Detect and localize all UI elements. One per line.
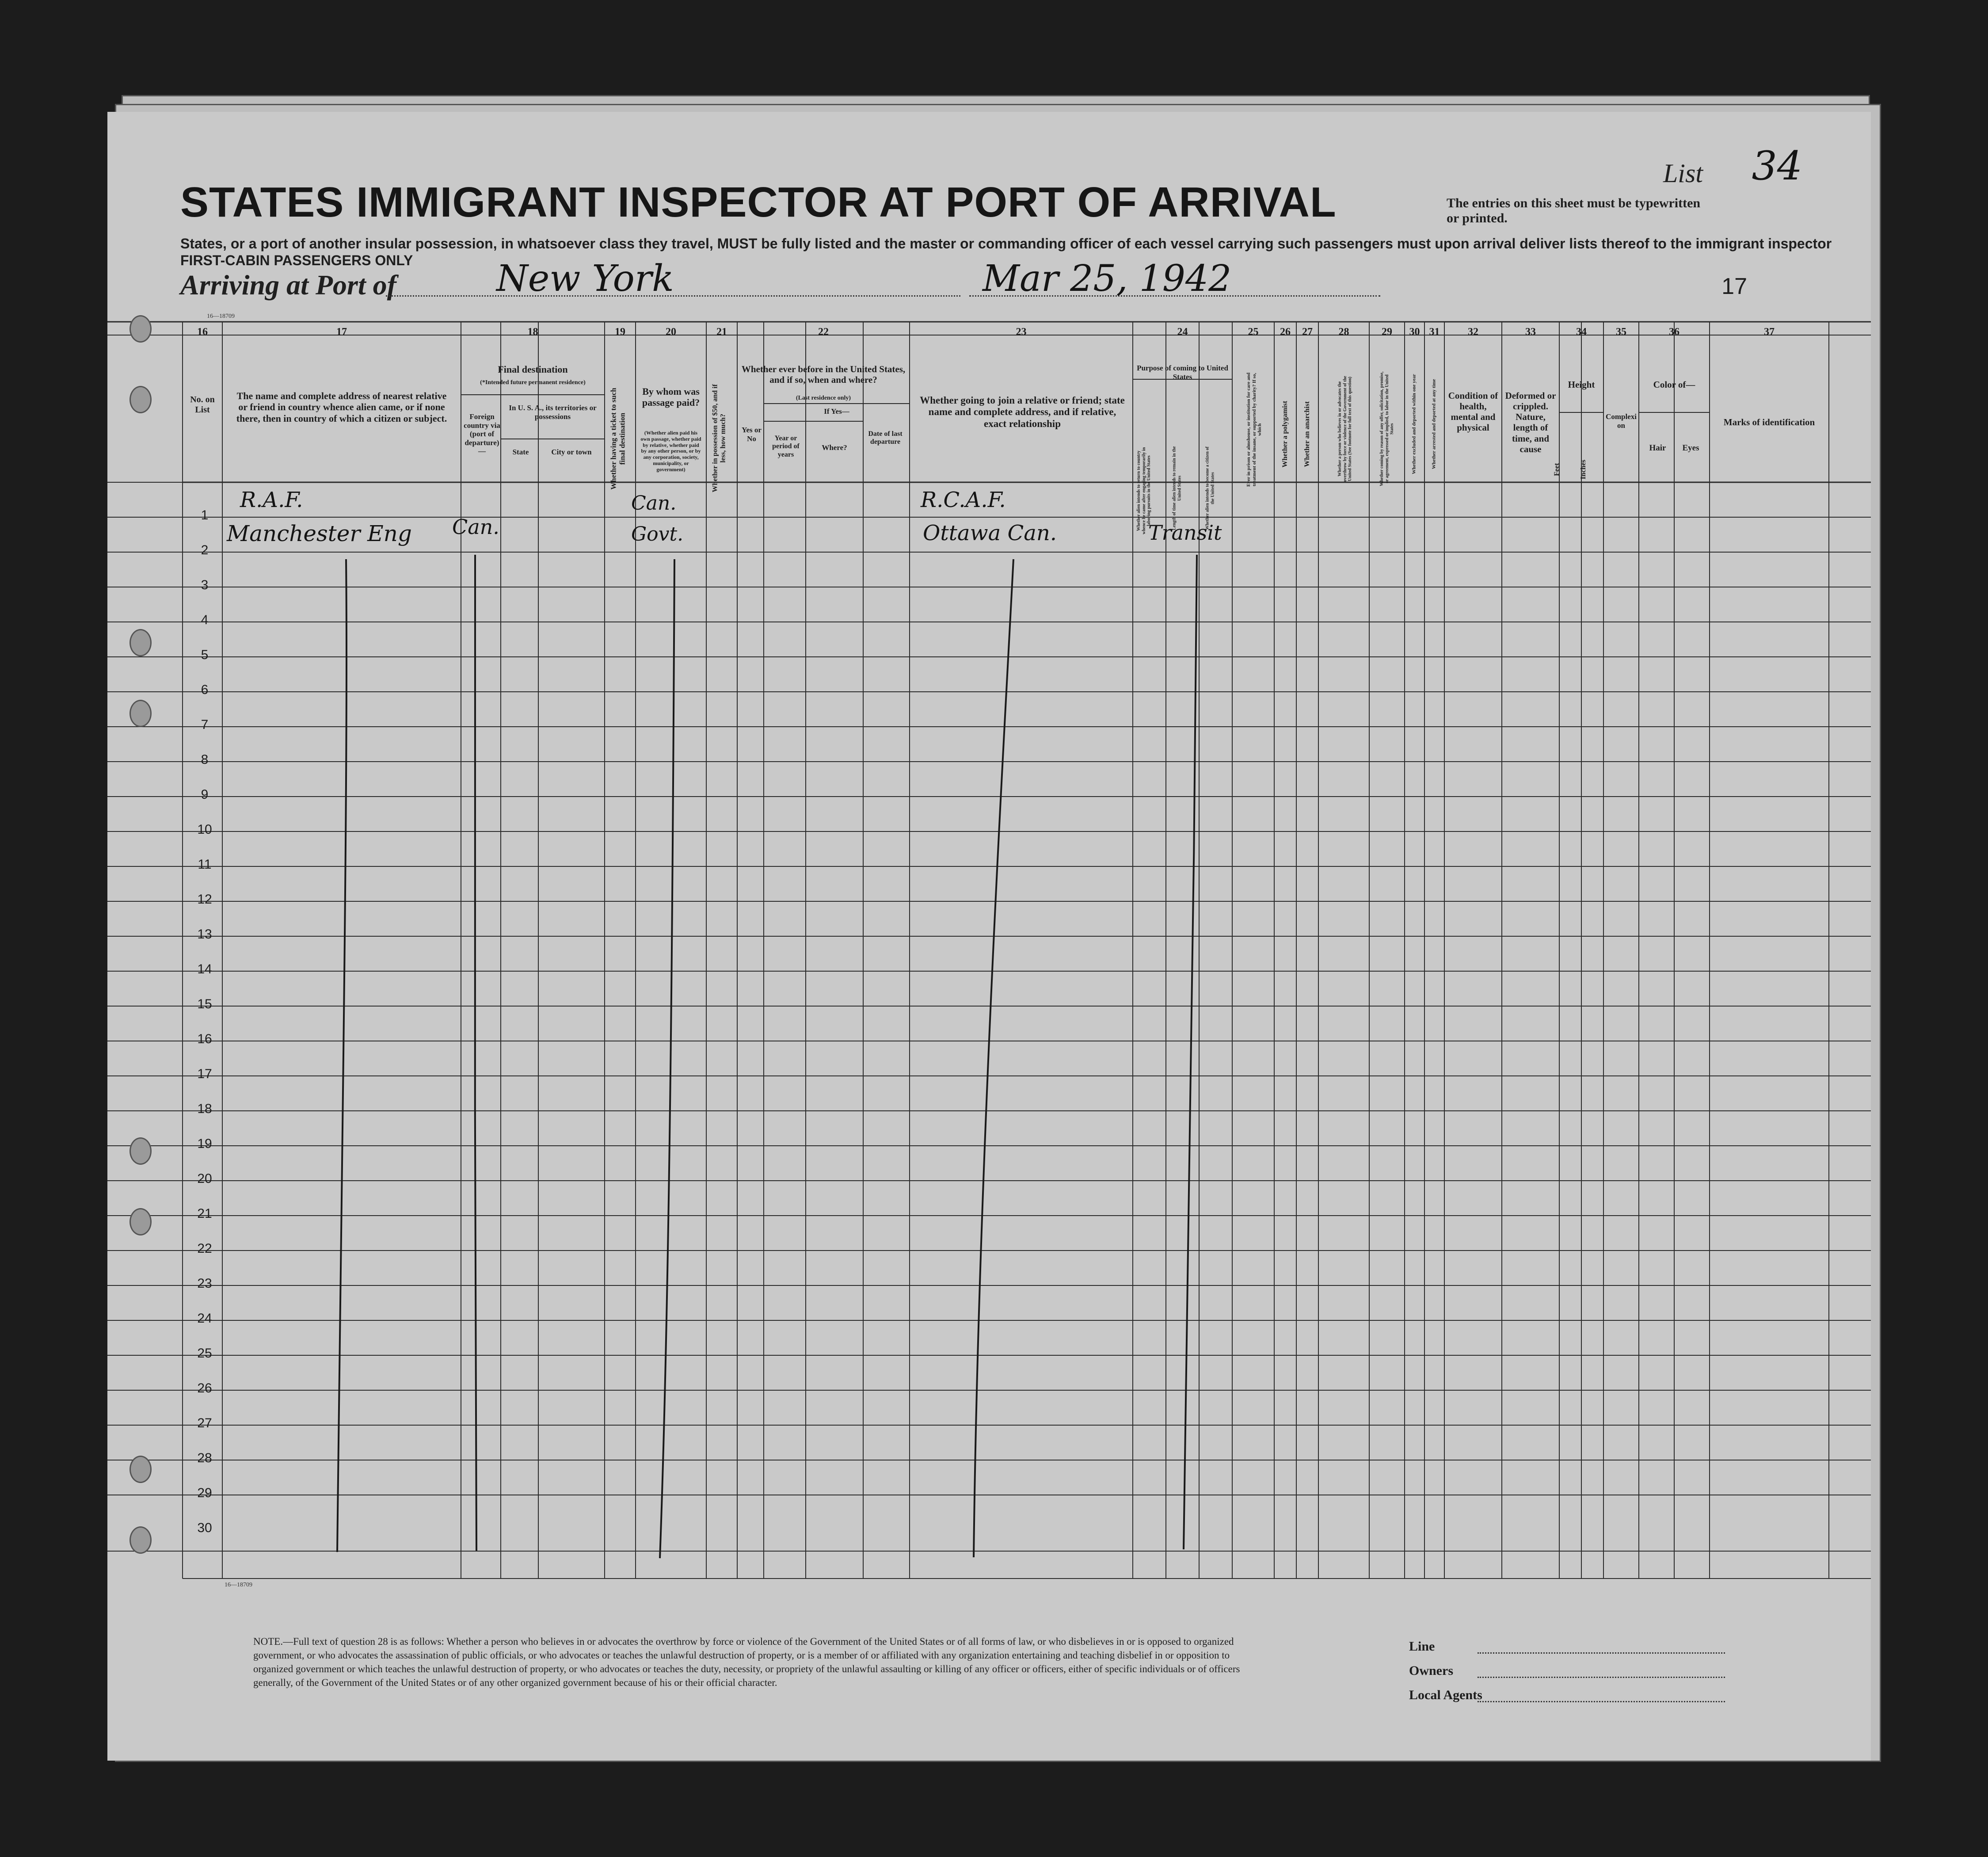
row-number: 17 [197,1067,212,1081]
col-header-if-yes: If Yes— [824,407,849,416]
list-number: 34 [1752,143,1802,189]
local-agents-label: Local Agents [1409,1688,1482,1702]
entry-relative-line1: R.A.F. [240,488,303,512]
col-num-31: 31 [1429,326,1440,338]
punch-hole [129,1456,152,1483]
row-number: 7 [201,717,209,732]
row-number: 1 [201,508,209,522]
col-num-22: 22 [818,326,829,338]
col-num-26: 26 [1280,326,1291,338]
row-number: 15 [197,997,212,1011]
col-header-ticket: Whether having a ticket to such final destination [609,388,626,490]
entry-passage-line2: Govt. [631,523,684,545]
agents-field [1478,1701,1725,1702]
col-header-anarchist: Whether an anarchist [1303,401,1311,467]
col-header-state: State [512,448,529,456]
col-header-overthrow: Whether a person who believes in or advocates the overthrow by force or violence of the Government of the United States (See footnote for full text of this question) [1337,376,1352,482]
col-num-27: 27 [1302,326,1313,338]
col-num-18: 18 [527,326,538,338]
col-num-35: 35 [1616,326,1626,338]
punch-hole [129,1137,152,1165]
punch-hole [129,1526,152,1554]
row-number: 21 [197,1206,212,1221]
col-header-fifty-dollars: Whether in possession of $50, and if less, how much? [711,384,727,492]
col-header-yes-no: Yes or No [742,426,762,443]
row-number: 8 [201,752,209,767]
entry-joining-line1: R.C.A.F. [921,488,1006,512]
col-num-29: 29 [1382,326,1392,338]
col-header-last-residence: (Last residence only) [796,395,851,401]
col-header-last-departure: Date of last departure [868,430,903,446]
col-header-inches: Inches [1579,459,1587,480]
row-number: 29 [197,1486,212,1500]
list-label: List [1663,159,1703,188]
col-num-16: 16 [197,326,208,338]
col-num-33: 33 [1525,326,1536,338]
row-number: 10 [197,822,212,837]
entry-purpose: Transit [1148,521,1222,545]
form-code: 16—18709 [207,313,235,320]
row-number: 26 [197,1381,212,1396]
punch-hole [129,629,152,656]
col-header-where: Where? [822,443,847,452]
col-header-in-usa: In U. S. A., its territories or possessions [509,404,597,421]
row-number: 24 [197,1311,212,1326]
col-num-30: 30 [1409,326,1420,338]
col-num-34: 34 [1576,326,1587,338]
footnote: NOTE.—Full text of question 28 is as follows: Whether a person who believes in or advocates the overthrow by force or violence of the Government of the United States or of all forms of law, or who disbelieves in or is opposed to organized government, or who advocates the assassination of public officials, or who advocates or teaches the unlawful destruction of property, or is a member of or affiliated with any organization entertaining and teaching disbelief in or opposition to organized government or which teaches the unlawful destruction of property, or who advocates or teaches the duty, necessity, or propriety of the unlawful assaulting or killing of any officer or officers, either of specific individuals or of officers generally, of the Government of the United States or of any other organized government because of his or their official character. [253,1636,1240,1689]
entry-relative-line2: Manchester Eng [227,521,412,546]
row-number: 3 [201,578,209,592]
owners-label: Owners [1409,1663,1453,1678]
col-header-eyes: Eyes [1682,443,1699,453]
col-header-passage-paid: By whom was passage paid? [642,386,700,408]
row-number: 13 [197,927,212,942]
col-header-prison: Ever in prison or almshouse, or institution for care and treatment of the insane, or supported by charity? If so, which [1246,372,1263,487]
col-header-purpose-return: Whether alien intends to return to country whence he came after engaging temporarily in laboring pursuits in the United States [1136,447,1151,534]
sheet-number: 17 [1721,274,1747,299]
col-num-19: 19 [615,326,625,338]
row-number: 27 [197,1416,212,1430]
col-header-deformed: Deformed or crippled. Nature, length of time, and cause [1505,390,1556,454]
col-header-complexion: Complexion [1606,412,1637,430]
col-header-foreign-country: Foreign country via (port of departure)— [464,412,500,456]
manifest-sheet [107,112,1871,1761]
class-note: FIRST-CABIN PASSENGERS ONLY [180,252,413,268]
col-header-height: Height [1568,379,1595,390]
arriving-label: Arriving at Port of [180,269,396,301]
col-header-marks: Marks of identification [1723,417,1815,427]
col-header-year-period: Year or period of years [772,435,800,458]
row-number: 28 [197,1451,212,1465]
line-field [1478,1652,1725,1654]
col-num-17: 17 [336,326,347,338]
col-header-final-destination-sub: (*Intended future permanent residence) [480,379,586,386]
col-header-purpose-length: Length of time alien intends to remain in the United States [1172,446,1182,530]
port-value: New York [496,258,674,300]
col-num-37: 37 [1764,326,1775,338]
col-header-polygamist: Whether a polygamist [1281,400,1289,468]
col-header-feet: Feet [1553,463,1561,476]
col-header-labor-offer: Whether coming by reason of any offer, solicitation, promise, or agreement, expressed or implied, to labor in the United States [1379,371,1394,486]
col-header-purpose: Purpose of coming to United States [1137,364,1228,381]
punch-hole [129,1208,152,1235]
col-num-25: 25 [1248,326,1259,338]
col-header-hair: Hair [1649,443,1666,453]
col-num-20: 20 [666,326,676,338]
col-num-21: 21 [716,326,727,338]
ditto-marks [107,112,1871,1761]
row-number: 22 [197,1241,212,1256]
col-header-health: Condition of health, mental and physical [1448,390,1498,433]
row-number: 12 [197,892,212,907]
row-number: 23 [197,1276,212,1291]
row-number: 9 [201,787,209,802]
col-num-32: 32 [1468,326,1478,338]
row-number: 25 [197,1346,212,1361]
row-number: 20 [197,1171,212,1186]
punch-hole [129,700,152,727]
col-num-36: 36 [1669,326,1680,338]
punch-hole [129,386,152,413]
row-number: 6 [201,683,209,697]
row-number: 16 [197,1032,212,1046]
entry-joining-line2: Ottawa Can. [923,521,1057,545]
col-header-color-of: Color of— [1653,379,1695,390]
col-num-23: 23 [1016,326,1027,338]
page-title: STATES IMMIGRANT INSPECTOR AT PORT OF ARRIVAL [180,179,1337,226]
row-number: 2 [201,543,209,557]
col-header-arrested: Whether arrested and deported at any time [1431,379,1437,469]
row-number: 30 [197,1521,212,1535]
row-number: 11 [198,857,212,872]
form-code-bottom: 16—18709 [225,1582,252,1588]
row-number: 19 [197,1136,212,1151]
entry-foreign-country: Can. [452,515,499,539]
col-header-final-destination: Final destination [498,364,568,375]
col-header-relative: The name and complete address of nearest relative or friend in country whence alien came, or if none there, then in country of which a citizen or subject. [236,390,447,424]
row-number: 14 [197,962,212,976]
col-num-28: 28 [1338,326,1349,338]
owners-field [1478,1677,1725,1678]
col-header-no-on-list: No. on List [190,395,215,415]
col-header-city: City or town [551,448,592,456]
line-label: Line [1409,1639,1435,1654]
typewritten-note: The entries on this sheet must be typewritten or printed. [1447,196,1701,225]
row-number: 18 [197,1102,212,1116]
entry-passage-line1: Can. [631,492,677,515]
subtitle: States, or a port of another insular possession, in whatsoever class they travel, MUST be fully listed and the master or commanding officer of each vessel carrying such passengers must upon arrival deliver lists thereof to the immigrant inspector [180,236,1832,252]
row-number: 5 [201,648,209,662]
date-value: Mar 25, 1942 [983,258,1232,300]
row-number: 4 [201,613,209,627]
punch-hole [129,315,152,343]
col-header-excluded: Whether excluded and deported within one year [1411,374,1417,474]
col-header-passage-paid-sub: (Whether alien paid his own passage, whether paid by relative, whether paid by any other person, or by any corporation, society, municipality, or government) [640,430,701,473]
col-header-before-in-us: Whether ever before in the United States, and if so, when and where? [741,364,906,385]
col-header-purpose-citizen: Whether alien intends to become a citizen of the United States [1205,446,1215,530]
col-num-24: 24 [1177,326,1188,338]
col-header-joining: Whether going to join a relative or friend; state name and complete address, and if relative, exact relationship [920,395,1125,429]
